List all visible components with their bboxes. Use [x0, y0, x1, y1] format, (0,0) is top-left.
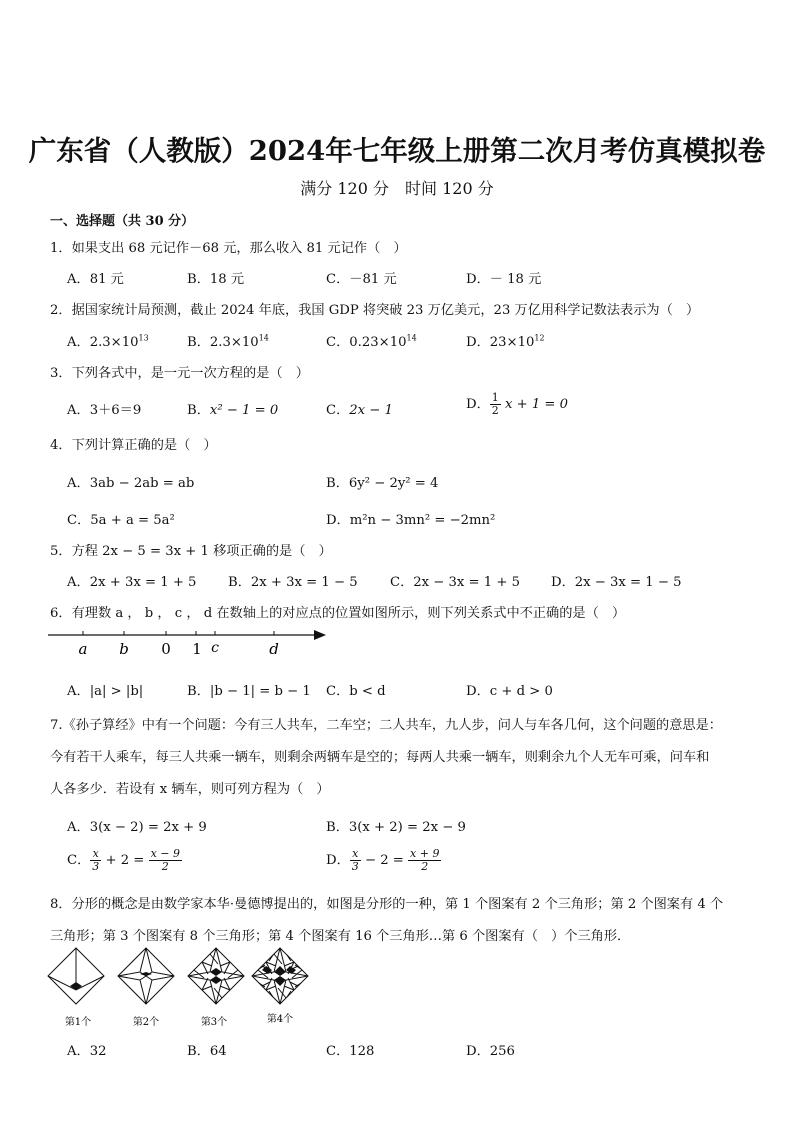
q3-option-a: A．3＋6＝9	[67, 403, 142, 418]
figure-label-1: 第1个	[64, 1017, 92, 1028]
q8-option-d: D．256	[466, 1044, 515, 1059]
q4-option-a: A．3ab − 2ab = ab	[67, 476, 195, 491]
label-0: 0	[161, 640, 171, 658]
q2-option-d: D．$23\times 10^{12}$	[466, 333, 545, 350]
question-8-line-1: 8．分形的概念是由数学家本华·曼德博提出的，如图是分形的一种，第 1 个图案有 2 个三角形；第 2 个图案有 4 个	[50, 897, 724, 912]
figure-label-3: 第3个	[200, 1017, 228, 1028]
q6-option-c: C．b < d	[326, 684, 386, 699]
question-7-line-2: 今有若干人乘车，每三人共乘一辆车，则剩余两辆车是空的；每两人共乘一辆车，则剩余九个人无车可乘，问车和	[50, 750, 710, 765]
q1-option-a: A．81 元	[67, 272, 124, 287]
q2-option-b: B．$2.3\times 10^{14}$	[187, 333, 269, 350]
question-4: 4．下列计算正确的是（ ）	[50, 438, 217, 453]
label-1: 1	[192, 640, 202, 658]
question-2: 2．据国家统计局预测，截止 2024 年底，我国 GDP 将突破 23 万亿美元，23 万亿用科学记数法表示为（ ）	[50, 303, 700, 318]
page-subtitle: 满分 120 分 时间 120 分	[300, 179, 494, 198]
q3-option-c: C．2x − 1	[326, 403, 393, 418]
question-3: 3．下列各式中，是一元一次方程的是（ ）	[50, 366, 309, 381]
question-6: 6．有理数 a ， b ， c ， d 在数轴上的对应点的位置如图所示，则下列关系式中不正确的是（ ）	[50, 606, 626, 621]
question-8-line-2: 三角形；第 3 个图案有 8 个三角形；第 4 个图案有 16 个三角形…第 6 个图案有（ ）个三角形．	[50, 929, 631, 944]
q1-option-b: B．18 元	[187, 272, 245, 287]
q6-option-b: B．|b − 1| = b − 1	[187, 684, 311, 699]
number-line	[46, 624, 336, 660]
q8-option-c: C．128	[326, 1044, 375, 1059]
q2-option-a: A．$2.3\times 10^{13}$	[67, 333, 149, 350]
q7-option-a: A．3(x − 2) = 2x + 9	[67, 820, 207, 835]
q7-option-d: D． $\frac{x}{3}$ − 2 = $\frac{x + 9}{2}$	[326, 847, 440, 873]
label-a: a	[78, 640, 88, 658]
q6-option-a: A．|a| > |b|	[67, 684, 144, 699]
page-title: 广东省（人教版）2024年七年级上册第二次月考仿真模拟卷	[28, 135, 766, 167]
question-1: 1．如果支出 68 元记作－68 元，那么收入 81 元记作（ ）	[50, 241, 407, 256]
question-7-line-1: 7.《孙子算经》中有一个问题：今有三人共车，二车空；二人共车，九人步，问人与车各几何，这个问题的意思是：	[50, 718, 722, 733]
q7-option-b: B．3(x + 2) = 2x − 9	[326, 820, 466, 835]
label-b: b	[119, 640, 129, 658]
fractal-figure-1	[48, 948, 104, 1004]
fractal-figures	[46, 944, 310, 1034]
q4-option-b: B．6y² − 2y² = 4	[326, 476, 439, 491]
q4-option-d: D．m²n − 3mn² = −2mn²	[326, 513, 496, 528]
q3-option-d: D． $\frac{1}{2}$ x + 1 = 0	[466, 391, 569, 417]
q6-option-d: D．c + d > 0	[466, 684, 553, 699]
question-5: 5．方程 2x − 5 = 3x + 1 移项正确的是（ ）	[50, 544, 332, 559]
q1-option-c: C．－81 元	[326, 272, 397, 287]
q8-option-a: A．32	[67, 1044, 107, 1059]
q5-option-a: A．2x + 3x = 1 + 5	[67, 575, 197, 590]
q4-option-c: C．5a + a = 5a²	[67, 513, 175, 528]
q5-option-d: D．2x − 3x = 1 − 5	[551, 575, 682, 590]
q7-option-c: C． $\frac{x}{3}$ + 2 = $\frac{x - 9}{2}$	[67, 847, 180, 873]
label-d: d	[269, 640, 279, 658]
figure-label-4: 第4个	[266, 1014, 294, 1025]
label-c: c	[211, 640, 219, 656]
q5-option-b: B．2x + 3x = 1 − 5	[228, 575, 358, 590]
q8-option-b: B．64	[187, 1044, 227, 1059]
question-7-line-3: 人各多少．若设有 x 辆车，则可列方程为（ ）	[50, 782, 330, 797]
arrow-right-icon	[314, 630, 326, 640]
q1-option-d: D．－ 18 元	[466, 272, 542, 287]
q5-option-c: C．2x − 3x = 1 + 5	[390, 575, 521, 590]
q2-option-c: C．$0.23\times 10^{14}$	[326, 333, 417, 350]
figure-label-2: 第2个	[132, 1017, 160, 1028]
q3-option-b: B．x² − 1 = 0	[187, 403, 279, 418]
section-heading: 一、选择题（共 30 分）	[50, 214, 195, 229]
